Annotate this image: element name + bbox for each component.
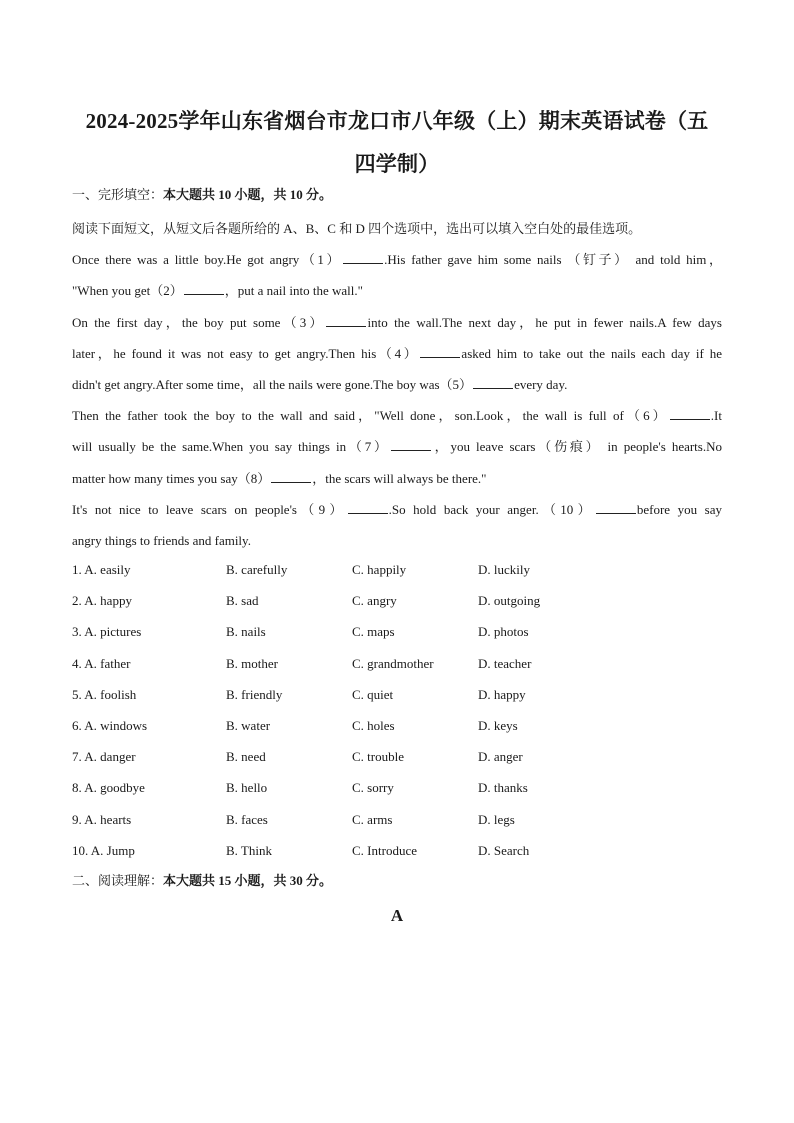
question-row — [72, 585, 672, 616]
blank-2 — [184, 282, 224, 295]
passage-text: ，the scars will always be there." — [312, 470, 487, 486]
question-row — [72, 679, 672, 710]
title-line-2: 四学制） — [354, 152, 440, 176]
question-row — [72, 710, 672, 741]
passage-line — [72, 338, 722, 369]
cloze-passage — [72, 213, 722, 556]
option-a: 8. A. goodbye — [72, 780, 145, 796]
passage-text: .His father gave him some nails （钉子） and told him， — [384, 252, 722, 268]
section-1-prefix: 一、完形填空： — [72, 187, 164, 202]
option-a: 6. A. windows — [72, 717, 148, 733]
passage-text: later，he found it was not easy to get angry.Then his（4） — [72, 345, 420, 361]
option-d: D. photos — [478, 624, 529, 640]
question-row — [72, 616, 672, 647]
passage-line — [72, 307, 722, 338]
section-2-heading — [72, 871, 332, 891]
question-row — [72, 648, 672, 679]
question-row — [72, 804, 672, 835]
instruction: 阅读下面短文，从短文后各题所给的 A、B、C 和 D 四个选项中，选出可以填入空白处的最佳选项。 — [72, 221, 642, 236]
option-c: C. sorry — [352, 780, 394, 796]
passage-a-label: A — [390, 906, 404, 925]
passage-text: didn't get angry.After some time，all the nails were gone.The boy was（5） — [72, 377, 473, 393]
passage-text: Once there was a little boy.He got angry（1） — [72, 252, 343, 268]
passage-text: On the first day，the boy put some（3） — [72, 314, 326, 330]
option-c: C. trouble — [352, 749, 404, 765]
option-a: 9. A. hearts — [72, 811, 132, 827]
option-d: D. happy — [478, 686, 526, 702]
blank-7 — [391, 438, 431, 451]
question-row — [72, 554, 672, 585]
option-d: D. legs — [478, 811, 515, 827]
option-d: D. thanks — [478, 780, 528, 796]
option-b: B. faces — [226, 811, 268, 827]
blank-9 — [348, 501, 388, 514]
option-c: C. maps — [352, 624, 395, 640]
blank-10 — [596, 501, 636, 514]
option-a: 2. A. happy — [72, 593, 132, 609]
passage-line — [72, 275, 722, 306]
passage-line — [72, 463, 722, 494]
passage-line: angry things to friends and family. — [72, 533, 251, 549]
question-row — [72, 835, 672, 866]
option-c: C. Introduce — [352, 842, 417, 858]
option-a: 3. A. pictures — [72, 624, 142, 640]
blank-8 — [271, 470, 311, 483]
passage-text: matter how many times you say（8） — [72, 470, 271, 486]
option-b: B. water — [226, 717, 271, 733]
exam-title — [60, 100, 734, 186]
passage-text: "When you get（2） — [72, 283, 183, 299]
answer-options — [72, 554, 672, 866]
blank-3 — [326, 314, 366, 327]
option-a: 5. A. foolish — [72, 686, 137, 702]
question-row — [72, 741, 672, 772]
option-a: 4. A. father — [72, 655, 131, 671]
option-b: B. mother — [226, 655, 278, 671]
option-c: C. quiet — [352, 686, 394, 702]
option-d: D. teacher — [478, 655, 532, 671]
option-b: B. need — [226, 749, 266, 765]
passage-text: every day. — [514, 377, 568, 393]
option-d: D. anger — [478, 749, 523, 765]
option-b: B. friendly — [226, 686, 283, 702]
option-d: D. keys — [478, 717, 518, 733]
option-b: B. carefully — [226, 562, 288, 577]
section-1-info: 本大题共 10 小题，共 10 分。 — [163, 187, 333, 202]
passage-text: ，you leave scars（伤痕） in people's hearts.No — [431, 439, 722, 455]
passage-text: before you say — [636, 501, 722, 517]
passage-text: Then the father took the boy to the wall and said，"Well done，son.Look，the wall is full of（6） — [72, 408, 669, 424]
option-c: C. angry — [352, 593, 397, 609]
option-a: 1. A. easily — [72, 562, 131, 577]
passage-text: It's not nice to leave scars on people's（9） — [72, 501, 347, 517]
option-c: C. grandmother — [352, 655, 434, 671]
blank-4 — [420, 345, 460, 358]
blank-1 — [343, 251, 383, 264]
option-a: 10. A. Jump — [72, 842, 135, 858]
section-2-info: 本大题共 15 小题，共 30 分。 — [163, 873, 333, 888]
option-b: B. Think — [226, 842, 272, 858]
passage-text: .So hold back your anger.（10） — [388, 501, 595, 517]
blank-6 — [670, 407, 710, 420]
passage-text: into the wall.The next day，he put in fewer nails.A few days — [367, 314, 722, 330]
option-d: D. outgoing — [478, 593, 541, 609]
question-row — [72, 772, 672, 803]
title-line-1: 2024-2025学年山东省烟台市龙口市八年级（上）期末英语试卷（五 — [85, 109, 709, 133]
option-b: B. nails — [226, 624, 266, 640]
passage-text: asked him to take out the nails each day if he — [461, 345, 722, 361]
option-a: 7. A. danger — [72, 749, 136, 765]
option-c: C. holes — [352, 717, 395, 733]
passage-line — [72, 369, 722, 400]
passage-line — [72, 400, 722, 431]
section-2-prefix: 二、阅读理解： — [72, 873, 164, 888]
option-d: D. Search — [478, 842, 530, 858]
option-d: D. luckily — [478, 562, 530, 577]
passage-text: ，put a nail into the wall." — [224, 283, 363, 299]
option-c: C. happily — [352, 562, 407, 577]
passage-line — [72, 494, 722, 525]
passage-line — [72, 431, 722, 462]
section-1-heading — [72, 185, 332, 205]
option-b: B. hello — [226, 780, 268, 796]
passage-text: .It — [710, 408, 722, 424]
passage-text: will usually be the same.When you say things in（7） — [72, 439, 390, 455]
passage-line — [72, 244, 722, 275]
blank-5 — [473, 376, 513, 389]
option-c: C. arms — [352, 811, 393, 827]
option-b: B. sad — [226, 593, 259, 609]
